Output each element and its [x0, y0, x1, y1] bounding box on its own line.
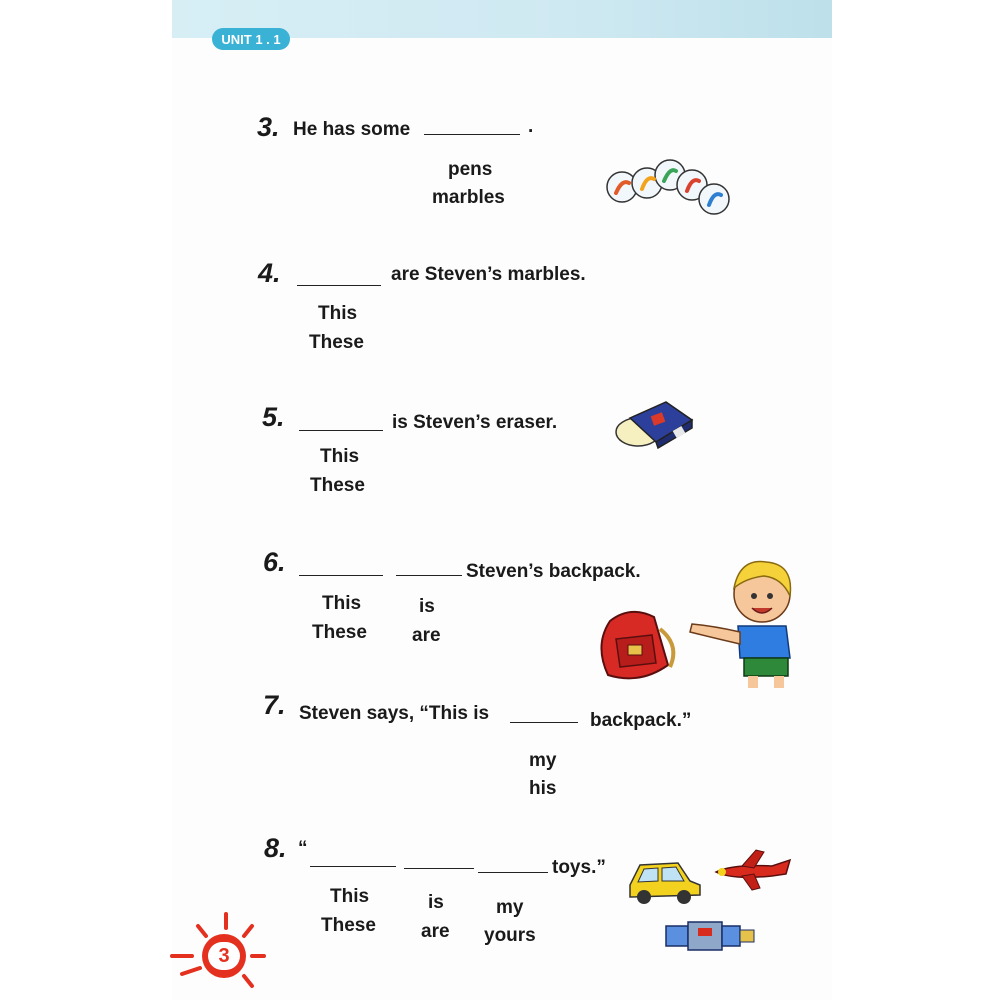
q8-number: 8.	[264, 833, 287, 863]
q7-text-b: backpack.”	[590, 710, 692, 731]
eraser-icon	[612, 398, 696, 450]
q4-blank[interactable]	[297, 285, 381, 286]
unit-badge: UNIT 1 . 1	[212, 28, 290, 50]
q8-open-quote: “	[298, 838, 308, 859]
q5-blank[interactable]	[299, 430, 383, 431]
q7-blank[interactable]	[510, 722, 578, 723]
q6-blank-1[interactable]	[299, 575, 383, 576]
q5-option-these[interactable]: These	[310, 475, 365, 496]
q7-text-a: Steven says, “This is	[299, 703, 490, 724]
q7-number: 7.	[263, 690, 286, 720]
q8-blank-3[interactable]	[478, 872, 548, 873]
q3-text: He has some	[293, 119, 411, 140]
q8-option-yours[interactable]: yours	[484, 925, 536, 946]
q4-number: 4.	[258, 258, 281, 288]
q6-option-these[interactable]: These	[312, 622, 367, 643]
q5-number: 5.	[262, 402, 285, 432]
q8-option-is[interactable]: is	[428, 892, 444, 913]
q4-text: are Steven’s marbles.	[391, 264, 586, 285]
q8-option-are[interactable]: are	[421, 921, 450, 942]
marbles-icon	[602, 155, 732, 220]
toy-plane-icon	[712, 846, 796, 894]
q8-blank-2[interactable]	[404, 868, 474, 869]
q6-blank-2[interactable]	[396, 575, 462, 576]
q8-option-this[interactable]: This	[330, 886, 370, 907]
q3-option-pens[interactable]: pens	[448, 159, 493, 180]
q6-option-is[interactable]: is	[419, 596, 435, 617]
q4-option-these[interactable]: These	[309, 332, 364, 353]
q3-blank[interactable]	[424, 134, 520, 135]
q3-option-marbles[interactable]: marbles	[432, 187, 505, 208]
q8-option-these[interactable]: These	[321, 915, 376, 936]
q5-text: is Steven’s eraser.	[392, 412, 558, 433]
page-number: 3	[208, 942, 240, 970]
q8-text: toys.”	[552, 857, 606, 878]
q6-number: 6.	[263, 547, 286, 577]
q3-number: 3.	[257, 112, 280, 142]
boy-icon	[684, 556, 800, 690]
q6-text: Steven’s backpack.	[466, 561, 641, 582]
q5-option-this[interactable]: This	[320, 446, 360, 467]
backpack-icon	[590, 605, 682, 685]
q4-option-this[interactable]: This	[318, 303, 358, 324]
q8-blank-1[interactable]	[310, 866, 396, 867]
toy-robot-icon	[662, 912, 758, 958]
q6-option-this[interactable]: This	[322, 593, 362, 614]
q7-option-my[interactable]: my	[529, 750, 557, 771]
q7-option-his[interactable]: his	[529, 778, 557, 799]
q3-end: .	[528, 116, 534, 137]
q6-option-are[interactable]: are	[412, 625, 441, 646]
q8-option-my[interactable]: my	[496, 897, 524, 918]
toy-car-icon	[624, 855, 704, 907]
